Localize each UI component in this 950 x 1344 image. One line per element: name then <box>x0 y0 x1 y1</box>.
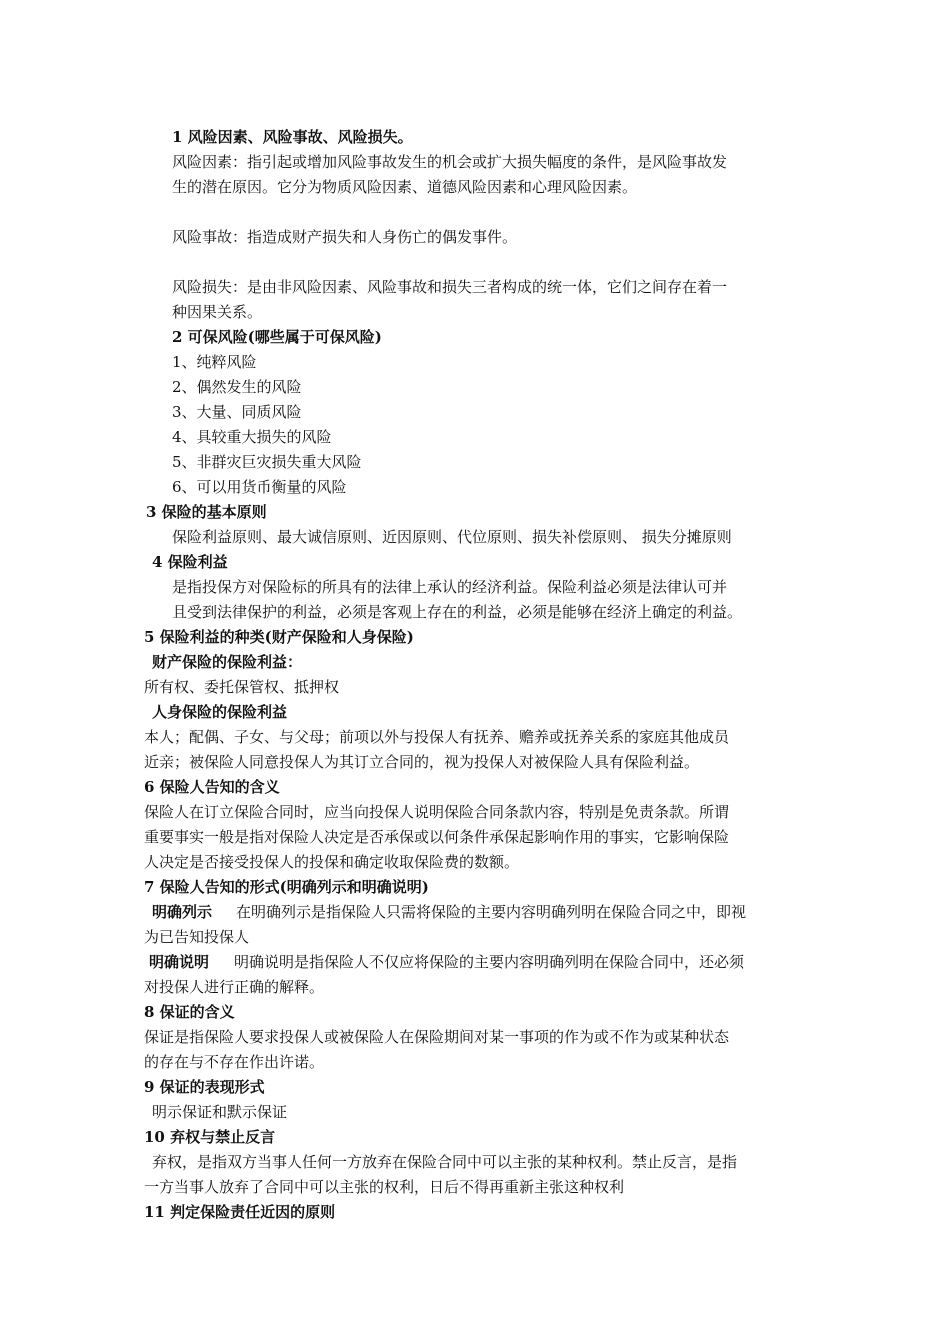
list-item: 6、可以用货币衡量的风险 <box>172 478 347 496</box>
heading-2: 2 可保风险(哪些属于可保风险) <box>172 328 382 346</box>
paragraph-line: 保证是指保险人要求投保人或被保险人在保险期间对某一事项的作为或不作为或某种状态 <box>144 1028 730 1046</box>
paragraph-line: 种因果关系。 <box>172 303 263 321</box>
paragraph-line: 所有权、委托保管权、抵押权 <box>144 678 340 696</box>
paragraph-line: 保险利益原则、最大诚信原则、近因原则、代位原则、损失补偿原则、 损失分摊原则 <box>172 528 732 546</box>
list-item: 2、偶然发生的风险 <box>172 378 302 396</box>
paragraph-line: 对投保人进行正确的解释。 <box>144 978 325 996</box>
paragraph-line: 的存在与不存在作出许诺。 <box>144 1053 325 1071</box>
heading-6: 6 保险人告知的含义 <box>144 778 280 796</box>
term-label: 明确说明 <box>149 953 210 971</box>
list-item: 1、纯粹风险 <box>172 353 257 371</box>
heading-3: 3 保险的基本原则 <box>146 503 267 521</box>
paragraph-line: 风险事故：指造成财产损失和人身伤亡的偶发事件。 <box>172 228 518 246</box>
term-label: 明确列示 <box>152 903 213 921</box>
subheading: 人身保险的保险利益 <box>152 703 288 721</box>
paragraph-line: 是指投保方对保险标的所具有的法律上承认的经济利益。保险利益必须是法律认可并 <box>172 578 728 596</box>
heading-5: 5 保险利益的种类(财产保险和人身保险) <box>144 628 414 646</box>
subheading: 财产保险的保险利益： <box>152 653 303 671</box>
list-item: 3、大量、同质风险 <box>172 403 302 421</box>
list-item: 5、非群灾巨灾损失重大风险 <box>172 453 362 471</box>
paragraph-line: 近亲；被保险人同意投保人为其订立合同的，视为投保人对被保险人具有保险利益。 <box>144 753 700 771</box>
paragraph-line: 人决定是否接受投保人的投保和确定收取保险费的数额。 <box>144 853 520 871</box>
paragraph-line: 重要事实一般是指对保险人决定是否承保或以何条件承保起影响作用的事实，它影响保险 <box>144 828 730 846</box>
list-item: 4、具较重大损失的风险 <box>172 428 332 446</box>
heading-1: 1 风险因素、风险事故、风险损失。 <box>172 128 413 146</box>
paragraph-line: 生的潜在原因。它分为物质风险因素、道德风险因素和心理风险因素。 <box>172 178 638 196</box>
paragraph-line: 为已告知投保人 <box>144 928 250 946</box>
paragraph-line: 在明确列示是指保险人只需将保险的主要内容明确列明在保险合同之中，即视 <box>236 903 747 921</box>
heading-8: 8 保证的含义 <box>144 1003 235 1021</box>
heading-9: 9 保证的表现形式 <box>144 1078 265 1096</box>
paragraph-line: 弃权，是指双方当事人任何一方放弃在保险合同中可以主张的某种权利。禁止反言，是指 <box>152 1153 738 1171</box>
heading-11: 11 判定保险责任近因的原则 <box>144 1203 336 1221</box>
heading-7: 7 保险人告知的形式(明确列示和明确说明) <box>144 878 429 896</box>
paragraph-line: 且受到法律保护的利益，必须是客观上存在的利益，必须是能够在经济上确定的利益。 <box>172 603 743 621</box>
heading-4: 4 保险利益 <box>152 553 228 571</box>
paragraph-line: 风险损失：是由非风险因素、风险事故和损失三者构成的统一体，它们之间存在着一 <box>172 278 728 296</box>
heading-10: 10 弃权与禁止反言 <box>144 1128 276 1146</box>
paragraph-line: 保险人在订立保险合同时，应当向投保人说明保险合同条款内容，特别是免责条款。所谓 <box>144 803 730 821</box>
paragraph-line: 本人；配偶、子女、与父母；前项以外与投保人有抚养、赡养或抚养关系的家庭其他成员 <box>144 728 730 746</box>
paragraph-line: 一方当事人放弃了合同中可以主张的权利，日后不得再重新主张这种权利 <box>144 1178 625 1196</box>
paragraph-line: 风险因素：指引起或增加风险事故发生的机会或扩大损失幅度的条件，是风险事故发 <box>172 153 728 171</box>
paragraph-line: 明确说明是指保险人不仅应将保险的主要内容明确列明在保险合同中，还必须 <box>234 953 745 971</box>
paragraph-line: 明示保证和默示保证 <box>152 1103 288 1121</box>
